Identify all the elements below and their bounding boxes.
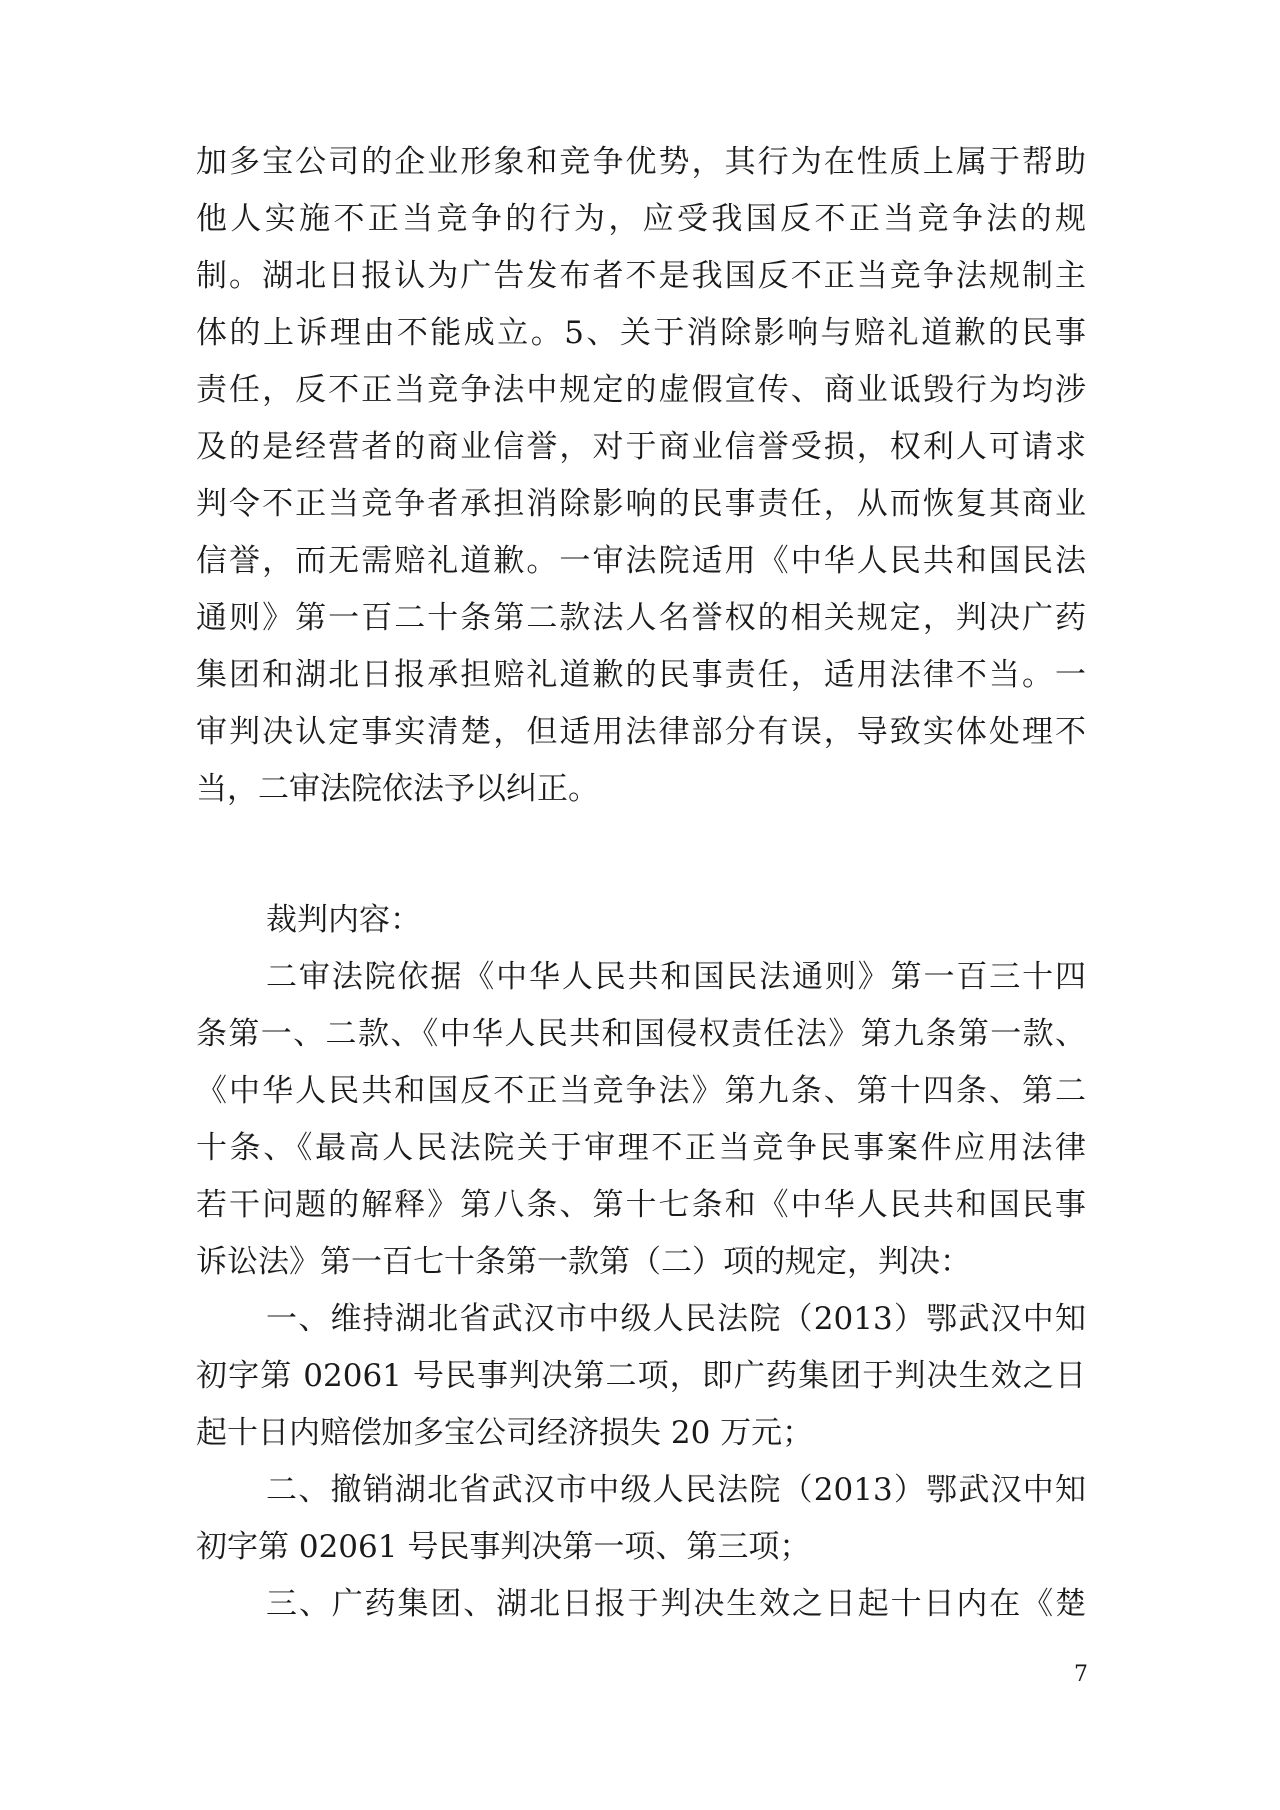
paragraph1-line-8: 信誉，而无需赔礼道歉。一审法院适用《中华人民共和国民法 [196, 543, 1086, 579]
paragraph1-line-4: 体的上诉理由不能成立。5、关于消除影响与赔礼道歉的民事 [196, 315, 1086, 351]
paragraph1-line-2: 他人实施不正当竞争的行为，应受我国反不正当竞争法的规 [196, 201, 1086, 237]
paragraph2-line-2: 条第一、二款、《中华人民共和国侵权责任法》第九条第一款、 [196, 1016, 1086, 1052]
paragraph2-line-5: 若干问题的解释》第八条、第十七条和《中华人民共和国民事 [196, 1187, 1086, 1223]
paragraph2-line-3: 《中华人民共和国反不正当竞争法》第九条、第十四条、第二 [196, 1073, 1086, 1109]
section-heading: 裁判内容： [266, 902, 421, 938]
paragraph1-line-12: 当，二审法院依法予以纠正。 [196, 771, 599, 807]
paragraph1-line-3: 制。湖北日报认为广告发布者不是我国反不正当竞争法规制主 [196, 258, 1086, 294]
paragraph1-line-7: 判令不正当竞争者承担消除影响的民事责任，从而恢复其商业 [196, 486, 1086, 522]
item1-line-1: 一、维持湖北省武汉市中级人民法院（2013）鄂武汉中知 [266, 1301, 1086, 1337]
paragraph2-line-4: 十条、《最高人民法院关于审理不正当竞争民事案件应用法律 [196, 1130, 1086, 1166]
item1-line-3: 起十日内赔偿加多宝公司经济损失 20 万元； [196, 1415, 814, 1451]
paragraph1-line-11: 审判决认定事实清楚，但适用法律部分有误，导致实体处理不 [196, 714, 1086, 750]
paragraph1-line-5: 责任，反不正当竞争法中规定的虚假宣传、商业诋毁行为均涉 [196, 372, 1086, 408]
paragraph1-line-1: 加多宝公司的企业形象和竞争优势，其行为在性质上属于帮助 [196, 144, 1086, 180]
item2-line-1: 二、撤销湖北省武汉市中级人民法院（2013）鄂武汉中知 [266, 1472, 1086, 1508]
paragraph1-line-6: 及的是经营者的商业信誉，对于商业信誉受损，权利人可请求 [196, 429, 1086, 465]
paragraph1-line-10: 集团和湖北日报承担赔礼道歉的民事责任，适用法律不当。一 [196, 657, 1086, 693]
paragraph1-line-9: 通则》第一百二十条第二款法人名誉权的相关规定，判决广药 [196, 600, 1086, 636]
item1-line-2: 初字第 02061 号民事判决第二项，即广药集团于判决生效之日 [196, 1358, 1086, 1394]
paragraph2-line-6: 诉讼法》第一百七十条第一款第（二）项的规定，判决： [196, 1244, 971, 1280]
paragraph2-line-1: 二审法院依据《中华人民共和国民法通则》第一百三十四 [266, 959, 1086, 995]
page-number: 7 [1074, 1662, 1088, 1687]
item2-line-2: 初字第 02061 号民事判决第一项、第三项； [196, 1529, 811, 1565]
item3-line-1: 三、广药集团、湖北日报于判决生效之日起十日内在《楚 [266, 1586, 1086, 1622]
